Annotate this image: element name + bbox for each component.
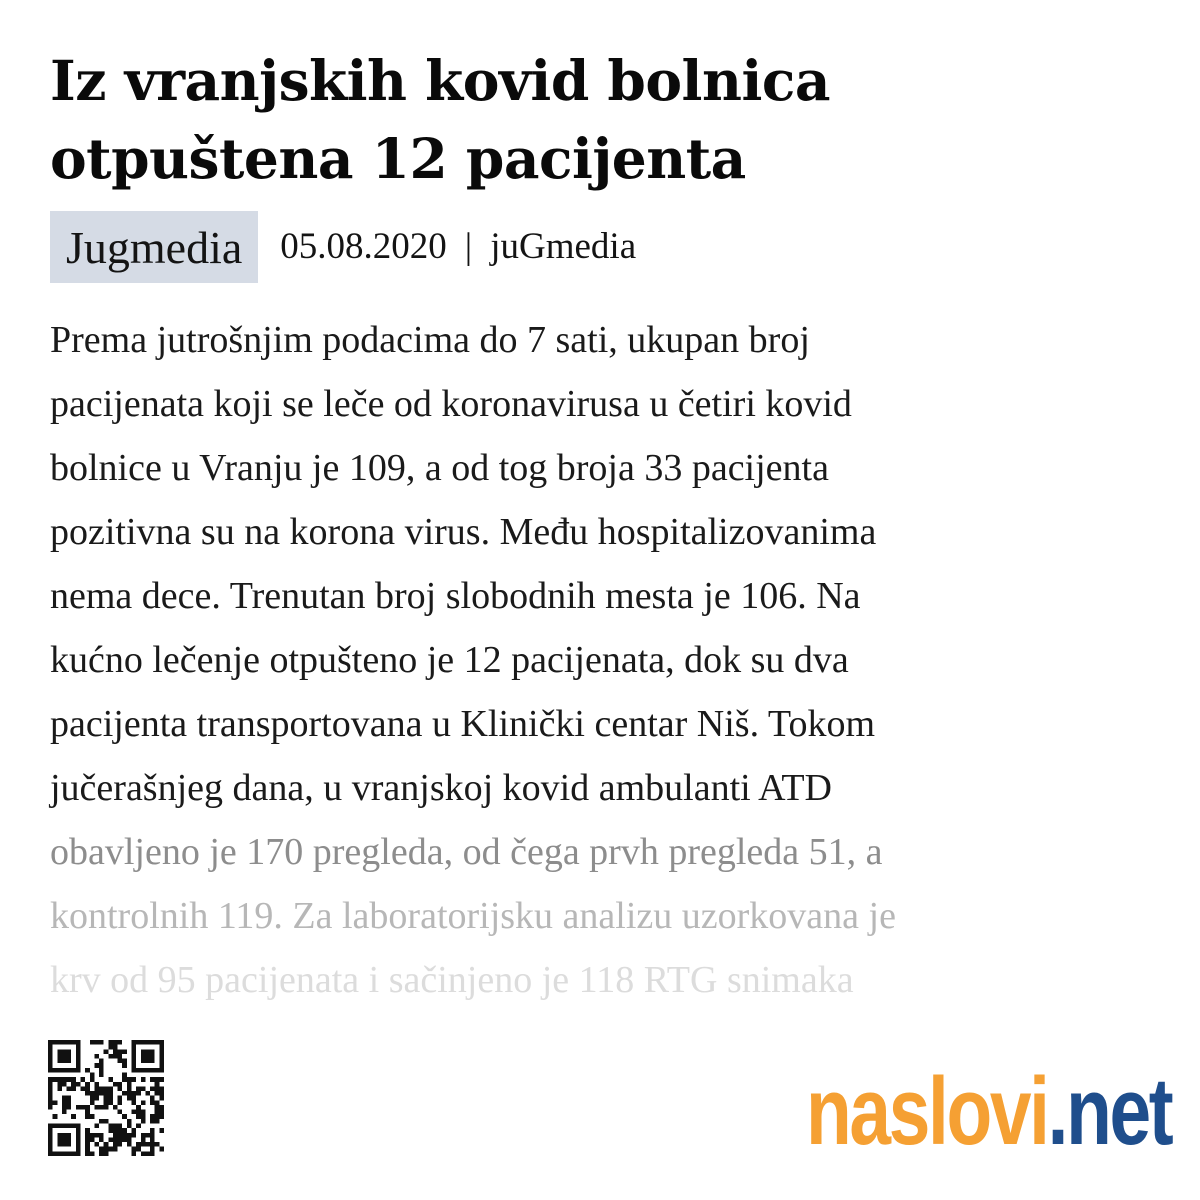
logo-tld-text: net [1066, 1058, 1172, 1165]
body-line-faded: obavljeno je 170 pregleda, od čega prvh pregleda 51, a [50, 831, 883, 873]
body-line: bolnice u Vranju je 109, a od tog broja 33 pacijenta [50, 447, 829, 489]
title-line: Iz vranjskih kovid bolnica [50, 48, 830, 113]
body-line-faded: krv od 95 pacijenata i sačinjeno je 118 RTG snimaka [50, 959, 854, 1001]
body-line: Prema jutrošnjim podacima do 7 sati, ukupan broj [50, 319, 810, 361]
logo-dot: . [1047, 1058, 1067, 1165]
author-name: juGmedia [490, 226, 637, 267]
body-line: kućno lečenje otpušteno je 12 pacijenata, dok su dva [50, 639, 849, 681]
title-line: otpuštena 12 pacijenta [50, 126, 746, 191]
source-badge-label: Jugmedia [66, 221, 243, 273]
body-line: pozitivna su na korona virus. Među hospitalizovanima [50, 511, 877, 553]
article-meta [50, 211, 636, 283]
body-line: jučerašnjeg dana, u vranjskoj kovid ambulanti ATD [50, 767, 832, 809]
body-line-faded: kontrolnih 119. Za laboratorijsku analizu uzorkovana je [50, 895, 896, 937]
naslovi-net-logo[interactable] [806, 1060, 1171, 1164]
body-line: pacijenata koji se leče od koronavirusa u četiri kovid [50, 383, 852, 425]
body-line: pacijenta transportovana u Klinički centar Niš. Tokom [50, 703, 876, 745]
qr-code-icon[interactable] [48, 1040, 164, 1156]
article-body [50, 308, 1160, 1012]
meta-separator: | [464, 226, 473, 267]
publish-date: 05.08.2020 [280, 226, 447, 267]
source-badge[interactable] [50, 211, 258, 283]
article-title [50, 42, 1150, 198]
logo-main-text: naslovi [806, 1058, 1048, 1165]
body-line: nema dece. Trenutan broj slobodnih mesta je 106. Na [50, 575, 861, 617]
meta-info [280, 211, 636, 268]
